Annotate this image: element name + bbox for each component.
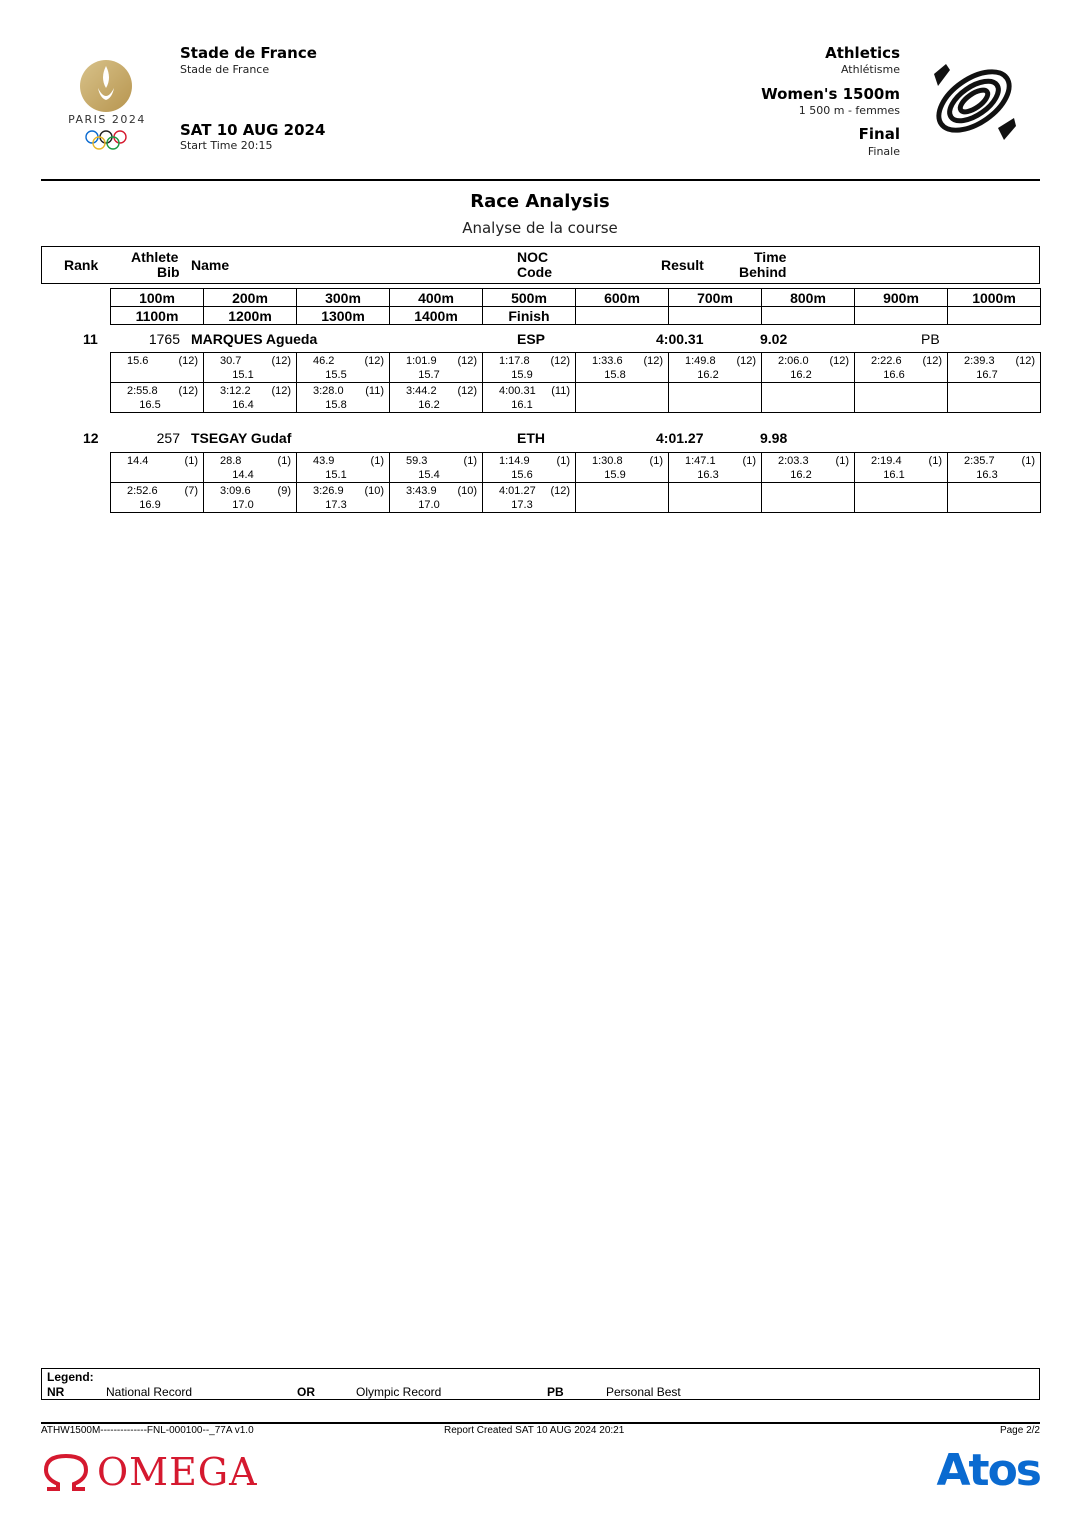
atos-logo: Atos: [936, 1445, 1040, 1496]
athlete-noc: ETH: [517, 430, 545, 446]
split-cumulative-time: 3:09.6: [220, 485, 251, 497]
split-cell: [855, 483, 948, 513]
col-behind: Behind: [739, 264, 787, 280]
split-cell: [948, 453, 1041, 483]
split-cumulative-time: 1:30.8: [592, 455, 623, 467]
col-name: Name: [191, 257, 230, 273]
split-header: 1400m: [390, 307, 483, 325]
split-cell: [390, 353, 483, 383]
sport: Athletics: [825, 44, 900, 62]
split-lap-time: 16.4: [232, 399, 254, 411]
split-cumulative-time: 3:26.9: [313, 485, 344, 497]
split-position: (12): [736, 355, 756, 367]
col-noc: NOC: [517, 249, 549, 265]
split-cumulative-time: 1:17.8: [499, 355, 530, 367]
split-cell: [948, 483, 1041, 513]
split-cumulative-time: 59.3: [406, 455, 428, 467]
split-cumulative-time: 2:22.6: [871, 355, 902, 367]
athletics-pictogram-icon: [926, 56, 1022, 146]
split-position: (12): [829, 355, 849, 367]
athlete-rank: 12: [83, 430, 99, 446]
phase-fr: Finale: [867, 145, 900, 158]
split-position: (12): [457, 385, 477, 397]
split-cumulative-time: 43.9: [313, 455, 335, 467]
split-cumulative-time: 1:14.9: [499, 455, 530, 467]
split-cell: [297, 453, 390, 483]
split-cumulative-time: 14.4: [127, 455, 149, 467]
col-bib: Bib: [157, 264, 180, 280]
footer-divider: [41, 1422, 1040, 1424]
split-lap-time: 16.2: [790, 369, 812, 381]
split-cell: [855, 453, 948, 483]
split-header: 300m: [297, 289, 390, 307]
split-lap-time: 14.4: [232, 469, 254, 481]
split-lap-time: 15.9: [511, 369, 533, 381]
split-cumulative-time: 2:03.3: [778, 455, 809, 467]
split-position: (12): [178, 355, 198, 367]
split-lap-time: 17.3: [511, 499, 533, 511]
split-lap-time: 16.7: [976, 369, 998, 381]
split-cell: [204, 353, 297, 383]
legend-code: PB: [547, 1385, 564, 1399]
split-cell: [855, 383, 948, 413]
split-cell: [390, 383, 483, 413]
athlete-rank: 11: [83, 331, 98, 347]
split-header: 900m: [855, 289, 948, 307]
col-rank: Rank: [64, 257, 99, 273]
split-cumulative-time: 28.8: [220, 455, 242, 467]
split-cumulative-time: 2:39.3: [964, 355, 995, 367]
legend-box: [41, 1368, 1040, 1400]
splits-row: [111, 353, 1041, 383]
split-lap-time: 17.0: [232, 499, 254, 511]
sport-fr: Athlétisme: [840, 63, 900, 76]
report-created: Report Created SAT 10 AUG 2024 20:21: [444, 1425, 625, 1436]
split-position: (7): [184, 485, 198, 497]
split-lap-time: 16.6: [883, 369, 905, 381]
event-name: Women's 1500m: [761, 85, 900, 103]
paris-2024-wordmark: PARIS 2024: [68, 113, 146, 126]
legend-text: National Record: [106, 1385, 193, 1399]
split-lap-time: 15.6: [511, 469, 533, 481]
split-header-row-1: [111, 289, 1041, 307]
split-cumulative-time: 3:43.9: [406, 485, 437, 497]
split-position: (1): [370, 455, 384, 467]
split-position: (1): [277, 455, 291, 467]
split-lap-time: 15.1: [325, 469, 347, 481]
split-position: (1): [835, 455, 849, 467]
split-cumulative-time: 1:01.9: [406, 355, 437, 367]
split-cell: [483, 483, 576, 513]
split-cumulative-time: 2:35.7: [964, 455, 995, 467]
phase: Final: [858, 125, 900, 143]
split-cell: [483, 453, 576, 483]
split-cell: [576, 483, 669, 513]
split-lap-time: 15.8: [604, 369, 626, 381]
split-header: 100m: [111, 289, 204, 307]
split-header: [855, 307, 948, 325]
split-lap-time: 16.1: [511, 399, 533, 411]
split-header: [576, 307, 669, 325]
split-header: 1000m: [948, 289, 1041, 307]
split-cumulative-time: 1:47.1: [685, 455, 716, 467]
split-cell: [111, 453, 204, 483]
split-position: (9): [277, 485, 291, 497]
athlete-splits-table: [110, 352, 1041, 413]
page-subtitle: Analyse de la course: [462, 219, 618, 237]
split-position: (12): [550, 355, 570, 367]
split-cell: [669, 483, 762, 513]
split-position: (12): [550, 485, 570, 497]
column-header-box: [41, 246, 1040, 284]
split-cell: [483, 383, 576, 413]
omega-logo: [41, 1450, 258, 1494]
split-lap-time: 16.2: [697, 369, 719, 381]
split-lap-time: 15.1: [232, 369, 254, 381]
split-cumulative-time: 2:55.8: [127, 385, 158, 397]
athlete-result: 4:01.27: [656, 430, 704, 446]
split-cell: [390, 453, 483, 483]
split-cell: [762, 383, 855, 413]
split-header: 1200m: [204, 307, 297, 325]
page-title: Race Analysis: [470, 191, 610, 212]
splits-row: [111, 483, 1041, 513]
split-position: (1): [742, 455, 756, 467]
split-lap-time: 16.5: [139, 399, 161, 411]
athlete-bib: 1765: [148, 331, 180, 347]
split-header: 500m: [483, 289, 576, 307]
split-cumulative-time: 46.2: [313, 355, 335, 367]
omega-wordmark: OMEGA: [97, 1450, 258, 1494]
split-cell: [576, 453, 669, 483]
split-position: (12): [271, 355, 291, 367]
split-header: 600m: [576, 289, 669, 307]
split-position: (1): [928, 455, 942, 467]
split-cell: [762, 483, 855, 513]
split-cell: [576, 353, 669, 383]
split-cumulative-time: 4:00.31: [499, 385, 536, 397]
split-lap-time: 16.2: [790, 469, 812, 481]
split-lap-time: 16.1: [883, 469, 905, 481]
split-header: 700m: [669, 289, 762, 307]
split-cell: [111, 353, 204, 383]
split-cumulative-time: 2:19.4: [871, 455, 902, 467]
paris-2024-emblem-icon: [78, 58, 134, 114]
split-lap-time: 16.9: [139, 499, 161, 511]
split-cumulative-time: 3:12.2: [220, 385, 251, 397]
split-cell: [855, 353, 948, 383]
split-lap-time: 15.5: [325, 369, 347, 381]
split-cell: [204, 383, 297, 413]
split-header: 200m: [204, 289, 297, 307]
split-cumulative-time: 30.7: [220, 355, 242, 367]
athlete-noc: ESP: [517, 331, 546, 347]
split-position: (12): [364, 355, 384, 367]
split-position: (12): [457, 355, 477, 367]
athlete-record: PB: [921, 331, 940, 347]
legend-text: Olympic Record: [356, 1385, 442, 1399]
split-cell: [669, 453, 762, 483]
split-distance-header: [110, 288, 1041, 325]
split-header: 1100m: [111, 307, 204, 325]
split-cell: [948, 353, 1041, 383]
split-cell: [390, 483, 483, 513]
athlete-name: MARQUES Agueda: [191, 331, 318, 347]
split-position: (1): [463, 455, 477, 467]
athlete-result: 4:00.31: [656, 331, 704, 347]
split-cell: [204, 453, 297, 483]
split-cell: [111, 483, 204, 513]
split-cell: [111, 383, 204, 413]
legend-title: Legend:: [47, 1370, 94, 1384]
legend-code: OR: [297, 1385, 315, 1399]
split-cumulative-time: 15.6: [127, 355, 149, 367]
athlete-time-behind: 9.02: [760, 331, 788, 347]
split-cumulative-time: 3:28.0: [313, 385, 344, 397]
split-position: (1): [1021, 455, 1035, 467]
split-header-row-2: [111, 307, 1041, 325]
olympic-rings-icon: [84, 130, 128, 150]
split-position: (11): [365, 385, 384, 397]
split-header: Finish: [483, 307, 576, 325]
venue-fr: Stade de France: [180, 63, 270, 76]
split-position: (1): [184, 455, 198, 467]
athlete-time-behind: 9.98: [760, 430, 788, 446]
col-result: Result: [661, 257, 704, 273]
split-cumulative-time: 1:49.8: [685, 355, 716, 367]
venue: Stade de France: [180, 44, 317, 62]
col-athlete: Athlete: [131, 249, 179, 265]
athlete-bib: 257: [156, 430, 180, 446]
split-cell: [297, 383, 390, 413]
split-cell: [483, 353, 576, 383]
split-cell: [669, 353, 762, 383]
header-divider: [41, 179, 1040, 181]
athlete-splits-table: [110, 452, 1041, 513]
split-position: (12): [922, 355, 942, 367]
split-lap-time: 16.2: [418, 399, 440, 411]
splits-row: [111, 383, 1041, 413]
col-time: Time: [754, 249, 787, 265]
split-position: (11): [551, 385, 570, 397]
split-lap-time: 15.9: [604, 469, 626, 481]
split-cell: [297, 353, 390, 383]
event-date: SAT 10 AUG 2024: [180, 121, 326, 139]
split-header: 400m: [390, 289, 483, 307]
split-lap-time: 15.8: [325, 399, 347, 411]
split-lap-time: 16.3: [976, 469, 998, 481]
splits-row: [111, 453, 1041, 483]
split-lap-time: 15.7: [418, 369, 440, 381]
split-position: (1): [556, 455, 570, 467]
split-header: 800m: [762, 289, 855, 307]
split-position: (12): [178, 385, 198, 397]
split-cumulative-time: 2:06.0: [778, 355, 809, 367]
col-code: Code: [517, 264, 552, 280]
page-number: Page 2/2: [999, 1425, 1040, 1436]
split-position: (12): [271, 385, 291, 397]
split-header: [948, 307, 1041, 325]
split-cell: [762, 353, 855, 383]
split-cell: [297, 483, 390, 513]
athlete-name: TSEGAY Gudaf: [191, 430, 292, 446]
split-header: 1300m: [297, 307, 390, 325]
split-cell: [762, 453, 855, 483]
split-position: (1): [649, 455, 663, 467]
event-name-fr: 1 500 m - femmes: [798, 104, 900, 117]
split-position: (10): [364, 485, 384, 497]
split-position: (12): [643, 355, 663, 367]
split-cell: [948, 383, 1041, 413]
split-header: [669, 307, 762, 325]
start-time: Start Time 20:15: [180, 139, 273, 152]
split-lap-time: 17.3: [325, 499, 347, 511]
split-position: (12): [1015, 355, 1035, 367]
split-lap-time: 16.3: [697, 469, 719, 481]
split-header: [762, 307, 855, 325]
split-cell: [204, 483, 297, 513]
split-position: (10): [457, 485, 477, 497]
split-cell: [576, 383, 669, 413]
legend-text: Personal Best: [606, 1385, 681, 1399]
split-lap-time: 17.0: [418, 499, 440, 511]
split-cell: [669, 383, 762, 413]
split-cumulative-time: 4:01.27: [499, 485, 536, 497]
split-lap-time: 15.4: [418, 469, 440, 481]
legend-code: NR: [47, 1385, 65, 1399]
split-cumulative-time: 3:44.2: [406, 385, 437, 397]
document-code: ATHW1500M--------------FNL-000100--_77A v1.0: [41, 1425, 254, 1436]
omega-symbol-icon: [41, 1451, 91, 1493]
split-cumulative-time: 1:33.6: [592, 355, 623, 367]
split-cumulative-time: 2:52.6: [127, 485, 158, 497]
